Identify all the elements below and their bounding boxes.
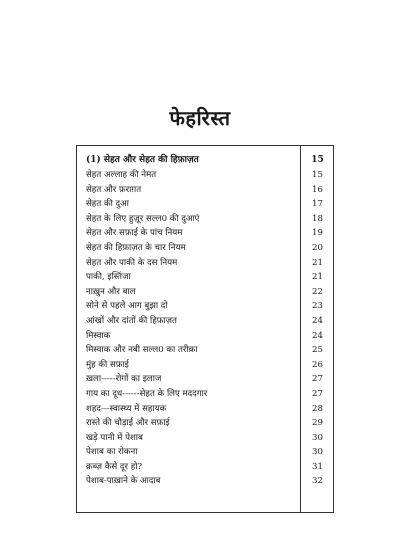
toc-entry-title: पेशाब का रोकना xyxy=(86,447,138,458)
toc-entry xyxy=(77,226,333,241)
toc-entry-page-number: 22 xyxy=(312,286,323,297)
toc-entry xyxy=(77,256,333,271)
toc-entry-page-number: 30 xyxy=(312,432,323,443)
toc-entry xyxy=(77,431,333,446)
toc-entry-title: ख़ला-----रोगों का इलाज xyxy=(86,374,162,385)
toc-list xyxy=(77,152,333,489)
toc-entry-title: सेहत और पाकी के दस नियम xyxy=(86,257,178,268)
toc-entry-title: सेहत और फ़राग़त xyxy=(86,184,142,195)
toc-entry-page-number: 18 xyxy=(312,213,323,224)
toc-entry-title: सेहत अल्लाह की नेमत xyxy=(86,170,157,180)
page-title: फेहरिस्त xyxy=(169,106,231,130)
toc-entry xyxy=(77,197,333,212)
toc-entry-page-number: 17 xyxy=(312,199,323,210)
toc-entry-page-number: 19 xyxy=(312,228,323,239)
toc-entry-title: पाकी, इस्तिंजा xyxy=(86,272,131,283)
toc-entry-page-number: 23 xyxy=(312,301,323,312)
toc-entry-page-number: 27 xyxy=(312,374,323,385)
toc-entry-page-number: 28 xyxy=(312,403,323,414)
toc-entry-title: सेहत की दुआ xyxy=(86,199,129,210)
toc-entry xyxy=(77,270,333,285)
toc-entry xyxy=(77,402,333,417)
toc-entry-title: पेशाब-पाख़ाने के आदाब xyxy=(86,476,161,487)
toc-entry xyxy=(77,445,333,460)
toc-section-heading xyxy=(77,152,333,168)
toc-entry-page-number: 26 xyxy=(312,359,323,370)
toc-entry xyxy=(77,299,333,314)
toc-entry xyxy=(77,285,333,300)
toc-entry-title: क़ब्ज़ कैसे दूर हो? xyxy=(86,461,143,472)
toc-entry-title: नाख़ुन और बाल xyxy=(86,286,136,297)
toc-entry xyxy=(77,387,333,402)
toc-entry xyxy=(77,343,333,358)
toc-entry-page-number: 20 xyxy=(312,242,323,253)
toc-entry-page-number: 24 xyxy=(312,315,323,326)
toc-entry-title: गाय का दूध------सेहत के लिए मददगार xyxy=(86,388,208,399)
toc-entry xyxy=(77,460,333,475)
toc-entry-page-number: 15 xyxy=(312,170,323,180)
toc-entry-title: सोने से पहले आग बुझा दो xyxy=(86,301,168,312)
toc-entry-title: सेहत के लिए हुज़ूर सल्ल0 की दुआएं xyxy=(86,213,200,224)
toc-entry-title: रास्ते की चौड़ाई और सफ़ाई xyxy=(86,418,170,429)
toc-entry-title: खड़े पानी में पेशाब xyxy=(86,432,143,443)
toc-entry-page-number: 32 xyxy=(312,476,323,487)
toc-entry xyxy=(77,372,333,387)
toc-entry-title: मुंह की सफ़ाई xyxy=(86,359,129,370)
toc-entry-page-number: 21 xyxy=(312,257,323,268)
table-of-contents xyxy=(76,145,334,513)
toc-entry xyxy=(77,241,333,256)
toc-entry-title: (1) सेहत और सेहत की हिफ़ाज़त xyxy=(86,155,199,165)
toc-entry-page-number: 27 xyxy=(312,388,323,399)
toc-entry-title: सेहत की हिफ़ाज़त के चार नियम xyxy=(86,242,186,253)
toc-entry-title: शहद---स्वास्थ्य में सहायक xyxy=(86,403,167,414)
toc-entry-page-number: 16 xyxy=(312,184,323,195)
toc-entry xyxy=(77,474,333,489)
toc-entry-page-number: 31 xyxy=(312,461,323,472)
toc-entry-page-number: 24 xyxy=(312,330,323,341)
toc-entry xyxy=(77,416,333,431)
toc-entry-page-number: 25 xyxy=(312,345,323,356)
toc-entry xyxy=(77,314,333,329)
toc-entry-title: आंखों और दांतों की हिफ़ाज़त xyxy=(86,315,177,326)
toc-entry-title: सेहत और सफ़ाई के पांच नियम xyxy=(86,228,183,239)
toc-entry-page-number: 30 xyxy=(312,447,323,458)
toc-entry-title: मिस्वाक और नबी सल्ल0 का तरीक़ा xyxy=(86,345,198,356)
toc-entry-page-number: 15 xyxy=(311,155,324,165)
toc-entry xyxy=(77,212,333,227)
toc-entry xyxy=(77,183,333,198)
toc-entry-page-number: 21 xyxy=(312,272,323,283)
toc-entry-page-number: 29 xyxy=(312,418,323,429)
toc-entry xyxy=(77,329,333,344)
toc-entry xyxy=(77,168,333,183)
toc-entry-title: मिस्वाक xyxy=(86,330,111,341)
toc-entry xyxy=(77,358,333,373)
